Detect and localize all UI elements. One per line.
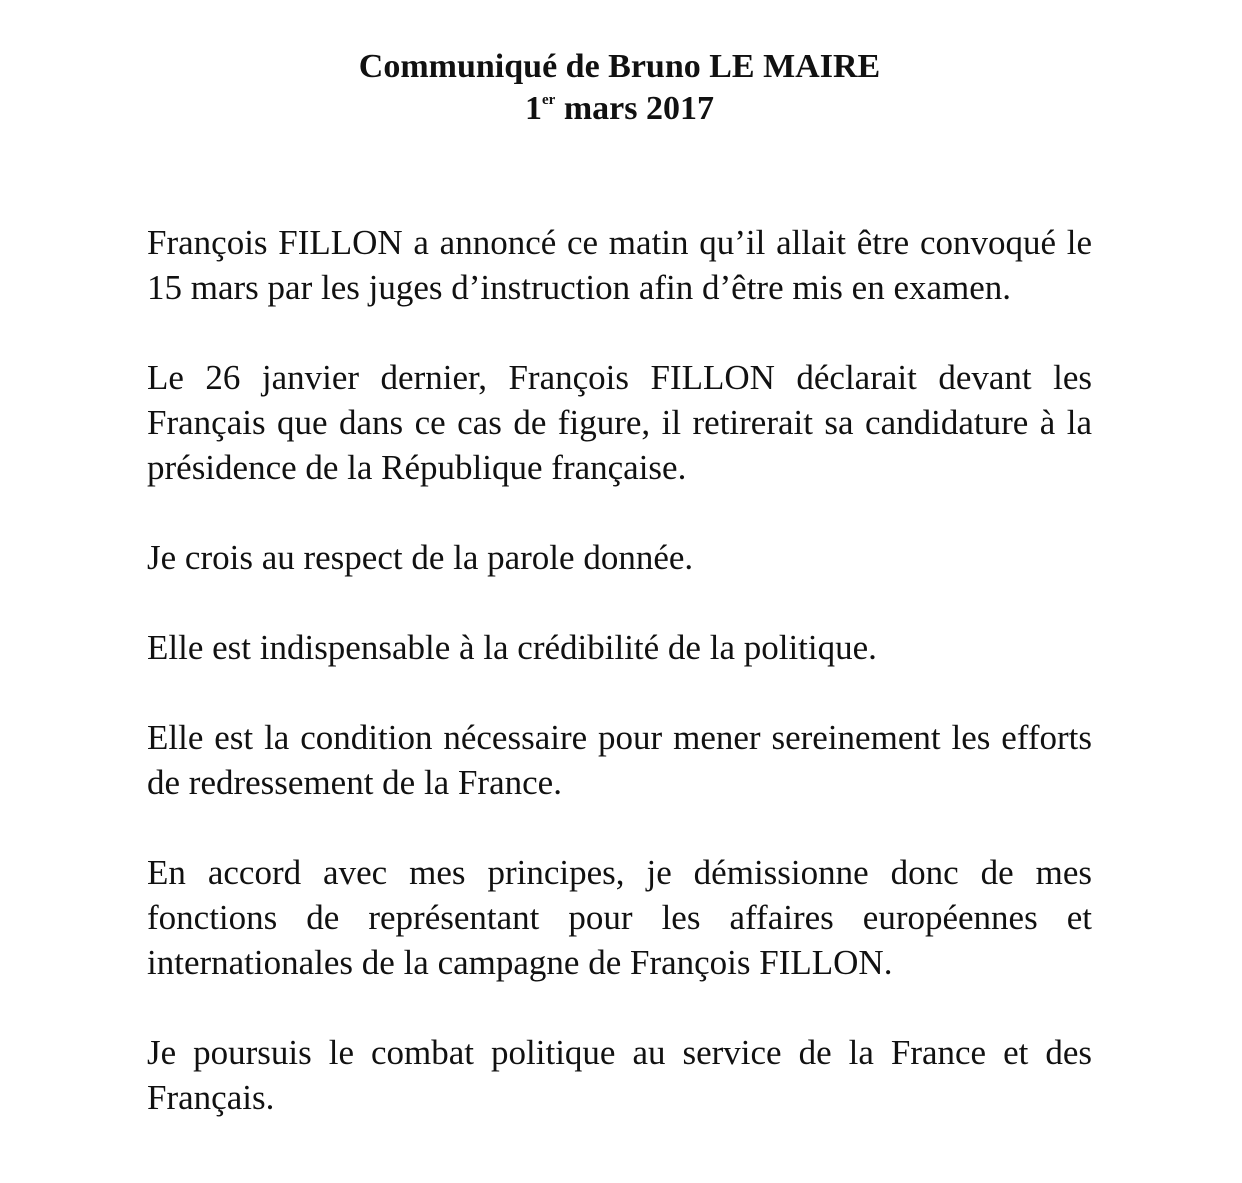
press-release [147, 46, 1092, 1120]
date-ordinal-suffix: er [542, 92, 556, 108]
date-day: 1 [525, 90, 542, 127]
paragraph-respect-word: Je crois au respect de la parole donnée. [147, 538, 694, 577]
paragraph-resignation: En accord avec mes principes, je démissionne donc de mes fonctions de représentant pour les affaires européennes et internationales de la campagne de François FILLON. [147, 853, 1092, 982]
document-title: Communiqué de Bruno LE MAIRE [358, 48, 881, 85]
paragraph-continuation: Je poursuis le combat politique au service de la France et des Français. [147, 1033, 1092, 1117]
paragraph-credibility: Elle est indispensable à la crédibilité de la politique. [147, 628, 877, 667]
paragraph-january-declaration: Le 26 janvier dernier, François FILLON déclarait devant les Français que dans ce cas de figure, il retirerait sa candidature à la présidence de la République française. [147, 358, 1092, 487]
press-release-header [147, 46, 1092, 130]
paragraph-condition: Elle est la condition nécessaire pour mener sereinement les efforts de redressement de la France. [147, 718, 1092, 802]
press-release-body [147, 220, 1092, 1120]
date-month-year: mars 2017 [555, 90, 714, 127]
document-date [147, 88, 1092, 130]
paragraph-announcement: François FILLON a annoncé ce matin qu’il allait être convoqué le 15 mars par les juges d’instruction afin d’être mis en examen. [147, 223, 1092, 307]
